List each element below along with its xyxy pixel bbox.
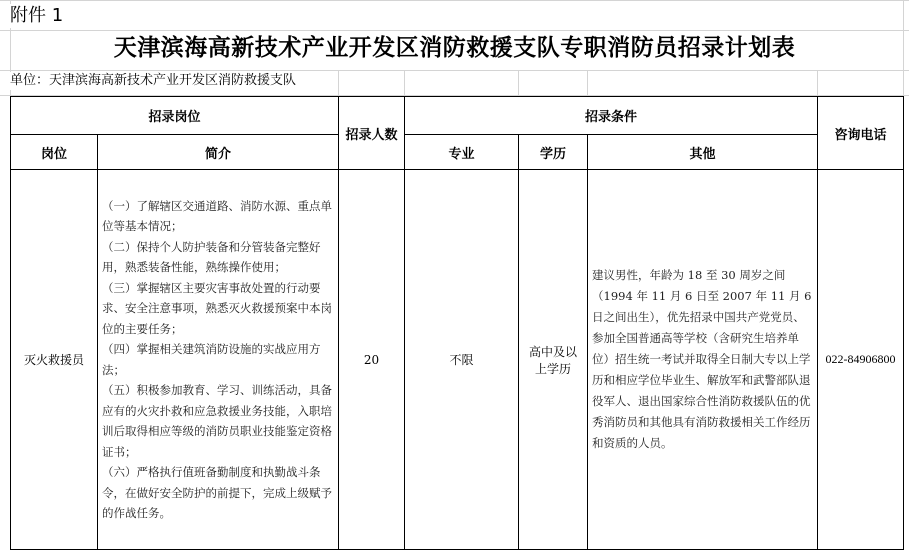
header-recruit-count: 招录人数: [339, 97, 405, 170]
header-phone: 咨询电话: [818, 97, 904, 170]
header-other: 其他: [588, 135, 818, 170]
intro-item: （二）保持个人防护装备和分管装备完整好用，熟悉装备性能，熟练操作使用；: [102, 239, 321, 274]
header-education: 学历: [519, 135, 588, 170]
header-major: 专业: [405, 135, 519, 170]
cell-major: 不限: [405, 170, 519, 550]
intro-item: （六）严格执行值班备勤制度和执勤战斗条令，在做好安全防护的前提下，完成上级赋予的作战任务。: [102, 465, 332, 520]
intro-item: （五）积极参加教育、学习、训练活动，具备应有的火灾扑救和应急救援业务技能，入职培训后取得相应等级的消防员职业技能鉴定资格证书；: [102, 383, 332, 459]
cell-education: 高中及以上学历: [519, 170, 588, 550]
intro-item: （三）掌握辖区主要灾害事故处置的行动要求、安全注意事项，熟悉灭火救援预案中本岗位的主要任务；: [102, 280, 332, 336]
recruitment-table: [10, 96, 904, 550]
cell-intro: [98, 170, 339, 550]
table-row: [11, 170, 904, 550]
unit-label: 单位：天津滨海高新技术产业开发区消防救援支队: [10, 72, 302, 90]
attachment-label: 附件 1: [10, 4, 67, 28]
cell-phone: 022-84906800: [818, 170, 904, 550]
intro-item: （一）了解辖区交通道路、消防水源、重点单位等基本情况；: [102, 198, 332, 233]
cell-count: 20: [339, 170, 405, 550]
header-intro: 简介: [98, 135, 339, 170]
header-recruit-conditions: 招录条件: [405, 97, 818, 135]
header-recruit-position: 招录岗位: [11, 97, 339, 135]
header-post: 岗位: [11, 135, 98, 170]
intro-item: （四）掌握相关建筑消防设施的实战应用方法；: [102, 342, 321, 377]
cell-post: 灭火救援员: [11, 170, 98, 550]
page-title: 天津滨海高新技术产业开发区消防救援支队专职消防员招录计划表: [113, 34, 796, 61]
cell-other: 建议男性，年龄为 18 至 30 周岁之间（1994 年 11 月 6 日至 2007 年 11 月 6 日之间出生），优先招录中国共产党党员、参加全国普通高等学校（含研究生培养单位）招生统一考试并取得全日制大专以上学历和相应学位毕业生、解放军和武警部队退役军人、退出国家综合性消防救援队伍的优秀消防员和其他具有消防救援相关工作经历和资质的人员。: [588, 170, 818, 550]
